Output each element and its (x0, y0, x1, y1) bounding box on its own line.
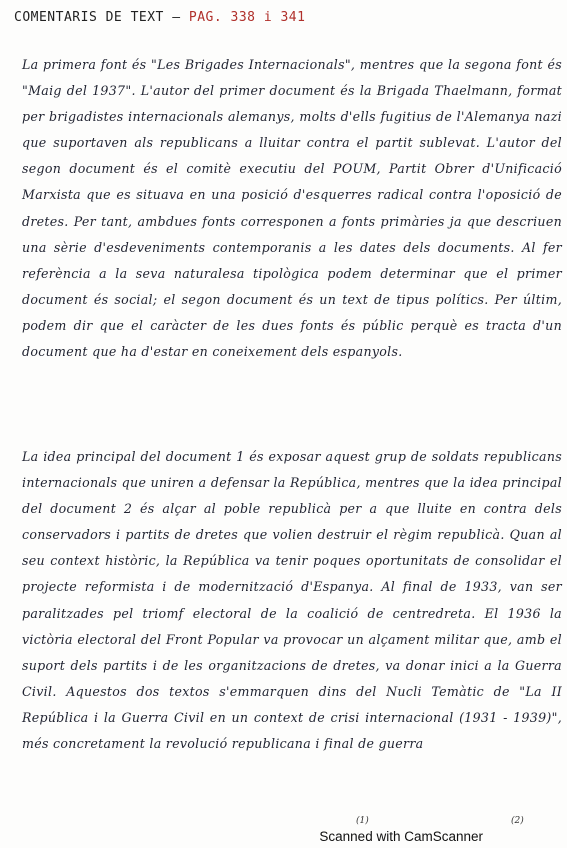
paragraph-1: La primera font és "Les Brigades Internacionals", mentres que la segona font és "Maig del 1937". L'autor del primer document és la Brigada Thaelmann, format per brigadistes internacionals alemanys, molts d'ells fugitius de l'Alemanya nazi que suportaven als republicans a lluitar contra el partit sublevat. L'autor del segon document és el comitè executiu del POUM, Partit Obrer d'Unificació Marxista que es situava en una posició d'esquerres radical contra l'oposició de dretes. Per tant, ambdues fonts corresponen a fonts primàries ja que descriuen una sèrie d'esdeveniments contemporanis a les dates dels documents. Al fer referència a la seva naturalesa tipològica podem determinar que el primer document és social; el segon document és un text de tipus polítics. Per últim, podem dir que el caràcter de les dues fonts és públic perquè es tracta d'un document que ha d'estar en coneixement dels espanyols. (22, 57, 562, 360)
footnote-mark-2: (2) (511, 816, 524, 826)
page-heading (14, 10, 305, 25)
footnote-mark-1: (1) (356, 816, 369, 826)
page-reference: PAG. 338 i 341 (188, 10, 306, 25)
paragraph-2: La idea principal del document 1 és exposar aquest grup de soldats republicans internacionals que uniren a defensar la República, mentres que la idea principal del document 2 és alçar al poble republicà per a que lluite en contra dels conservadors i partits de dretes que volien destruir el règim republicà. Quan al seu context històric, la República va tenir poques oportunitats de consolidar el projecte reformista i de modernització d'Espanya. Al final de 1933, van ser paralitzades pel triomf electoral de la coalició de centredreta. El 1936 la victòria electoral del Front Popular va provocar un alçament militar que, amb el suport dels partits i de les organitzacions de dretes, va donar inici a la Guerra Civil. Aquestos dos textos s'emmarquen dins del Nucli Temàtic de "La II República i la Guerra Civil en un context de crisi internacional (1931 - 1939)", més concretament la revolució republicana i final de guerra (22, 449, 562, 752)
heading-title: COMENTARIS DE TEXT — (14, 10, 181, 25)
scanner-watermark: Scanned with CamScanner (319, 829, 483, 844)
